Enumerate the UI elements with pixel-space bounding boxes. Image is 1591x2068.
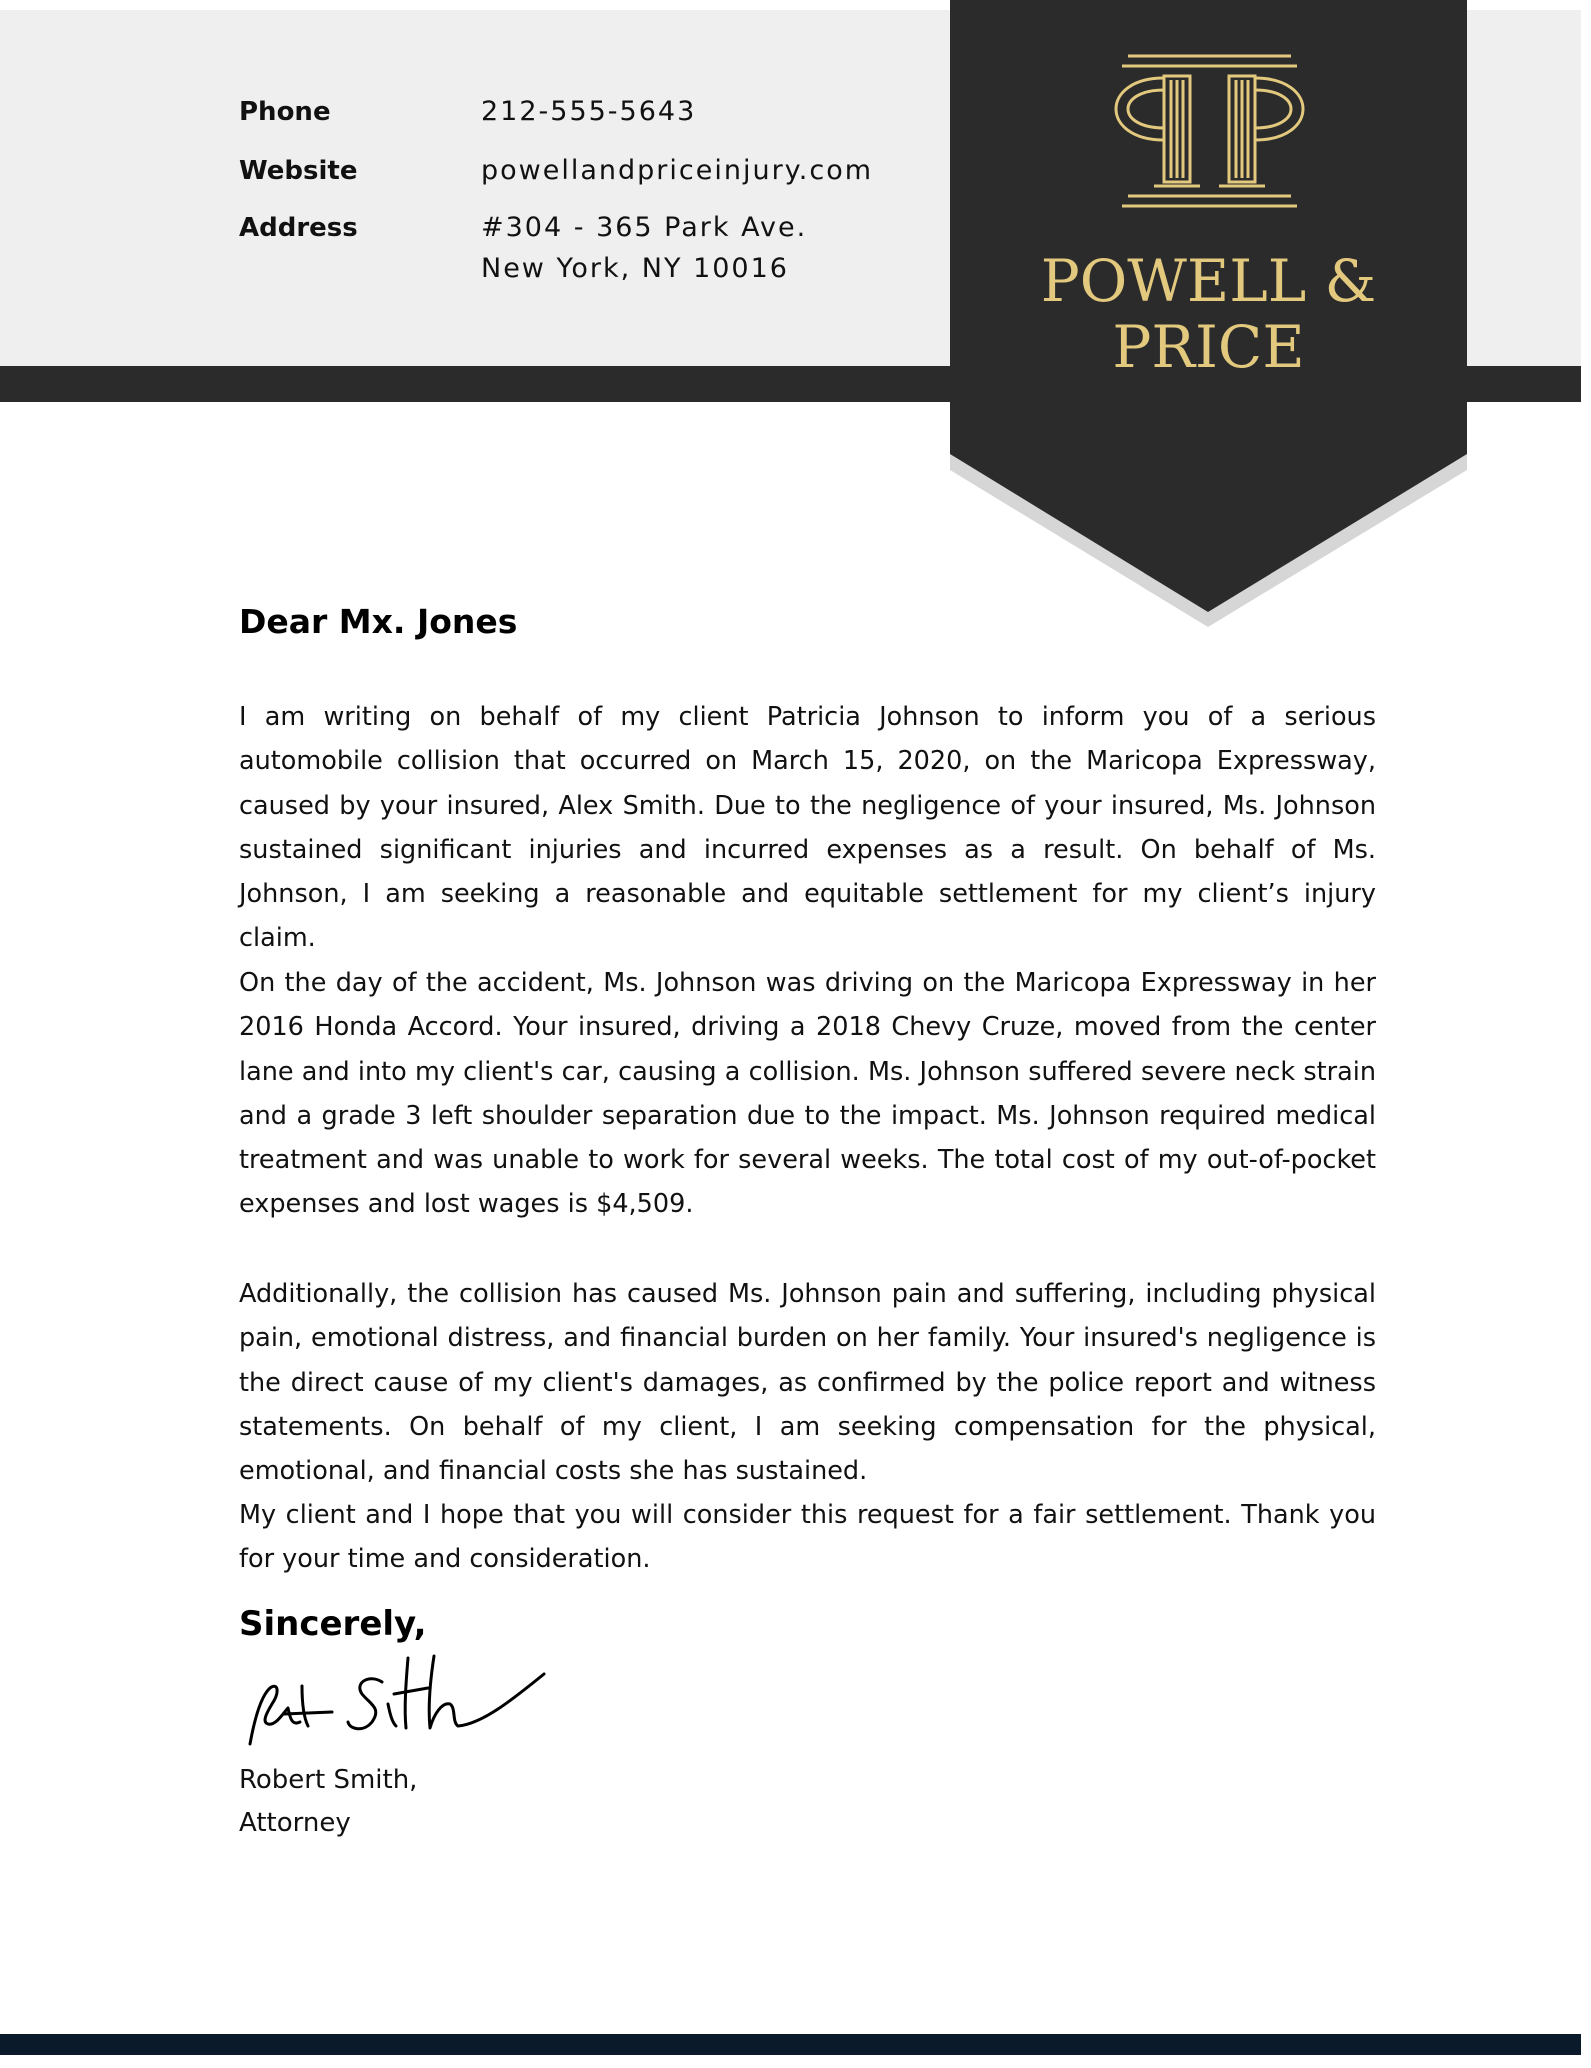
firm-name-line1: POWELL &	[1040, 247, 1377, 315]
letter-paragraph-1: I am writing on behalf of my client Patricia Johnson to inform you of a serious automobile collision that occurred on March 15, 2020, on the Maricopa Expressway, caused by your insured, Alex Smith. Due to the negligence of your insured, Ms. Johnson sustained significant injuries and incurred expenses as a result. On behalf of Ms. Johnson, I am seeking a reasonable and equitable settlement for my client’s injury claim.	[239, 702, 1376, 954]
address-line2: New York, NY 10016	[481, 253, 789, 284]
letter-paragraph-4: My client and I hope that you will consider this request for a fair settlement. Thank you for your time and consideration.	[239, 1500, 1376, 1575]
signer-name: Robert Smith,	[239, 1765, 418, 1795]
letter-paragraph-2: On the day of the accident, Ms. Johnson was driving on the Maricopa Expressway in her 2016 Honda Accord. Your insured, driving a 2018 Chevy Cruze, moved from the center lane and into my client's car, causing a collision. Ms. Johnson suffered severe neck strain and a grade 3 left shoulder separation due to the impact. Ms. Johnson required medical treatment and was unable to work for several weeks. The total cost of my out-of-pocket expenses and lost wages is $4,509.	[239, 968, 1376, 1220]
firm-name-line2: PRICE	[1112, 313, 1305, 381]
website-value: powellandpriceinjury.com	[481, 155, 874, 186]
signer-title: Attorney	[239, 1808, 351, 1838]
website-label: Website	[239, 156, 358, 186]
footer-rule	[0, 2034, 1581, 2055]
firm-name	[950, 248, 1467, 380]
address-label: Address	[239, 213, 358, 243]
salutation: Dear Mx. Jones	[239, 602, 518, 641]
letter-paragraph-3: Additionally, the collision has caused Ms. Johnson pain and suffering, including physical pain, emotional distress, and financial burden on her family. Your insured's negligence is the direct cause of my client's damages, as confirmed by the police report and witness statements. On behalf of my client, I am seeking compensation for the physical, emotional, and financial costs she has sustained.	[239, 1279, 1376, 1487]
phone-value: 212-555-5643	[481, 96, 697, 127]
closing: Sincerely,	[239, 1604, 427, 1644]
signature-image	[232, 1652, 552, 1752]
phone-label: Phone	[239, 97, 331, 127]
address-line1: #304 - 365 Park Ave.	[481, 212, 808, 243]
